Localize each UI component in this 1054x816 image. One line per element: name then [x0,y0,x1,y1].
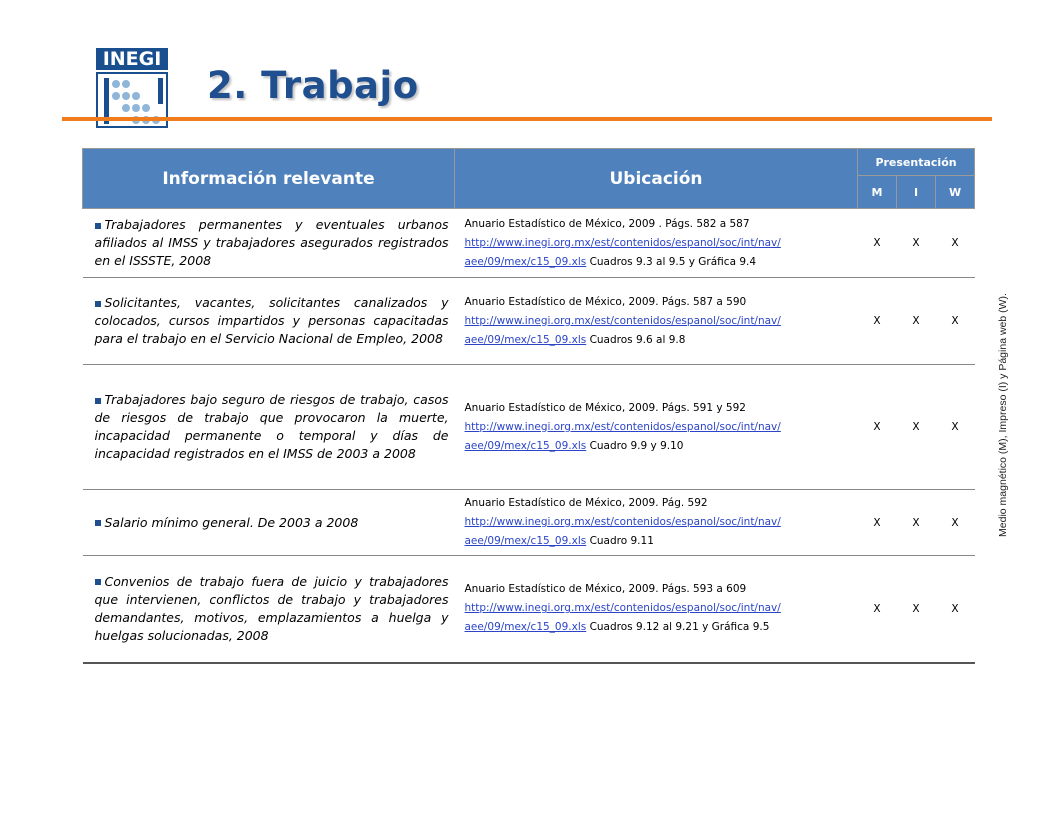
source-link[interactable]: http://www.inegi.org.mx/est/contenidos/espanol/soc/int/nav/ aee/09/mex/c15_09.xls [464,602,781,634]
inegi-logo [96,48,168,128]
info-text: Salario mínimo general. De 2003 a 2008 [104,514,359,530]
side-note [993,260,1013,570]
i-mark: X [897,556,936,663]
table-ref: Cuadro 9.9 y 9.10 [586,439,684,452]
info-cell [83,209,455,278]
source-text: Anuario Estadístico de México, 2009. Págs. 591 y 592 [464,401,746,414]
info-text: Trabajadores permanentes y eventuales urbanos afiliados al IMSS y trabajadores asegurados registrados en el ISSSTE, 2008 [94,217,449,268]
w-mark: X [936,209,975,278]
bullet-icon [95,223,101,229]
info-text: Trabajadores bajo seguro de riesgos de trabajo, casos de riesgos de trabajo que provocaron la muerte, incapacidad permanente o temporal y días de incapacidad registrados en el IMSS de 2003 a 2008 [94,392,449,461]
location-cell [455,556,858,663]
logo-text: INEGI [96,48,168,70]
m-mark: X [858,365,897,490]
m-mark: X [858,490,897,556]
bullet-icon [95,520,101,526]
source-link[interactable]: http://www.inegi.org.mx/est/contenidos/espanol/soc/int/nav/ aee/09/mex/c15_09.xls [464,420,781,452]
location-cell [455,490,858,556]
m-mark: X [858,556,897,663]
table-row [83,209,975,278]
bullet-icon [95,398,101,404]
bullet-icon [95,579,101,585]
header-location: Ubicación [455,149,858,209]
header-divider [62,117,992,121]
w-mark: X [936,365,975,490]
header-w: W [936,176,975,209]
location-cell [455,365,858,490]
bullet-icon [95,301,101,307]
table-ref: Cuadros 9.6 al 9.8 [586,333,686,346]
table-ref: Cuadro 9.11 [586,535,654,547]
source-link[interactable]: http://www.inegi.org.mx/est/contenidos/espanol/soc/int/nav/ aee/09/mex/c15_09.xls [464,314,781,346]
source-text: Anuario Estadístico de México, 2009. Págs. 593 a 609 [464,583,747,596]
table-ref: Cuadros 9.12 al 9.21 y Gráfica 9.5 [586,621,770,634]
location-cell [455,209,858,278]
header-m: M [858,176,897,209]
info-cell [83,490,455,556]
info-table [82,148,975,664]
info-cell [83,278,455,365]
source-link[interactable]: http://www.inegi.org.mx/est/contenidos/espanol/soc/int/nav/ aee/09/mex/c15_09.xls [464,236,781,268]
table-ref: Cuadros 9.3 al 9.5 y Gráfica 9.4 [586,255,757,268]
table-row [83,556,975,663]
side-note-text: Medio magnético (M), Impreso (I) y Página web (W). [997,293,1009,537]
source-link[interactable]: http://www.inegi.org.mx/est/contenidos/espanol/soc/int/nav/ aee/09/mex/c15_09.xls [464,516,781,547]
table-row [83,490,975,556]
info-text: Solicitantes, vacantes, solicitantes canalizados y colocados, cursos impartidos y personas capacitadas para el trabajo en el Servicio Nacional de Empleo, 2008 [94,295,449,346]
source-text: Anuario Estadístico de México, 2009 . Págs. 582 a 587 [464,217,750,230]
i-mark: X [897,209,936,278]
m-mark: X [858,278,897,365]
i-mark: X [897,278,936,365]
header-i: I [897,176,936,209]
i-mark: X [897,365,936,490]
source-text: Anuario Estadístico de México, 2009. Pág. 592 [464,497,708,509]
location-cell [455,278,858,365]
source-text: Anuario Estadístico de México, 2009. Págs. 587 a 590 [464,295,747,308]
header-info: Información relevante [83,149,455,209]
info-cell [83,556,455,663]
header-presentation: Presentación [858,149,975,176]
w-mark: X [936,278,975,365]
w-mark: X [936,490,975,556]
info-text: Convenios de trabajo fuera de juicio y trabajadores que intervienen, conflictos de trabajo y trabajadores demandantes, motivos, emplazamientos a huelga y huelgas solucionadas, 2008 [94,573,449,643]
w-mark: X [936,556,975,663]
table-row [83,365,975,490]
info-cell [83,365,455,490]
table-row [83,278,975,365]
i-mark: X [897,490,936,556]
m-mark: X [858,209,897,278]
page-title: 2. Trabajo [207,64,419,107]
